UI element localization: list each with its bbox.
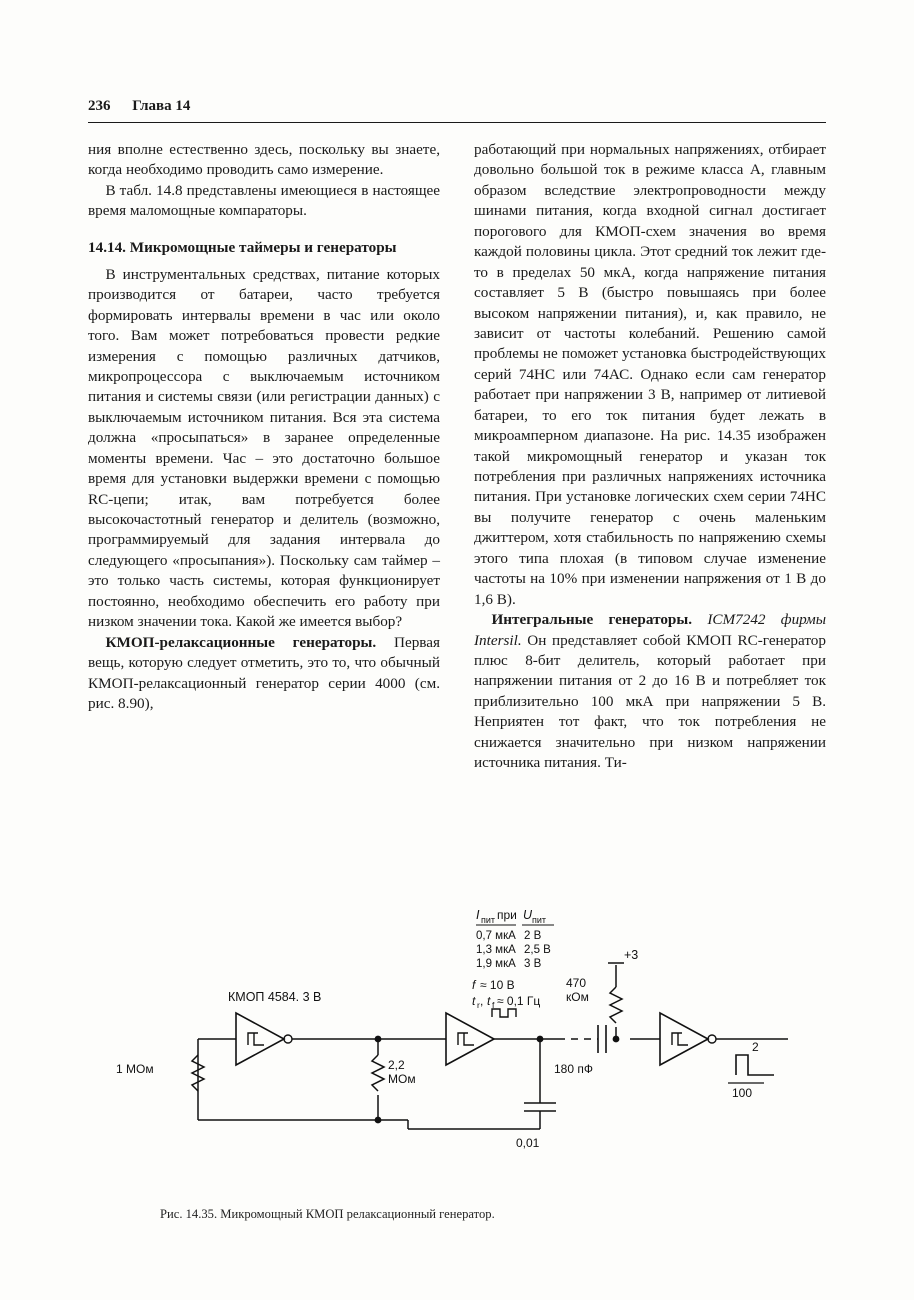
svg-text:,: , <box>480 994 484 1008</box>
svg-text:1,9 мкА: 1,9 мкА <box>476 958 516 970</box>
paragraph: В инструментальных средствах, питание которых производится от батареи, часто требуется формировать интервалы времени в час или около того. Вам может потребоваться провести редкие измерения с помощью различных датчиков, микропроцессора с выключаемым источником питания и системы связи (или регистрации данных) с выключаемым источником питания. Вся эта система должна «просыпаться» в заранее определенные моменты времени. Час – это достаточно большое время для установки выдержки времени с помощью RC-цепи; итак, вам потребуется более высокочастотный генератор и делитель (возможно, программируемый для задания интервала до следующего «просыпания»). Поскольку сам таймер – это только часть системы, которая функционирует постоянно, необходимо обеспечить его работу при низком значении тока. Какой же имеется выбор? <box>88 265 440 631</box>
svg-text:3 В: 3 В <box>524 958 542 970</box>
inverter-1 <box>236 1013 292 1065</box>
svg-text:2 В: 2 В <box>524 930 542 942</box>
svg-text:f: f <box>472 978 476 992</box>
runin-body: Первая вещь, которую следует отметить, это то, что обычный КМОП-релаксационный генератор серии 4000 (см. рис. 8.90), <box>88 633 441 712</box>
svg-text:≈ 0,1 Гц: ≈ 0,1 Гц <box>497 994 541 1008</box>
svg-text:I: I <box>476 908 480 922</box>
resistor-1mohm <box>116 1055 204 1091</box>
svg-text:МОм: МОм <box>388 1072 416 1086</box>
svg-text:2,2: 2,2 <box>388 1058 405 1072</box>
paragraph: В табл. 14.8 представлены имеющиеся в настоящее время маломощные компараторы. <box>88 181 440 220</box>
chapter-title: Глава 14 <box>132 98 191 114</box>
runin-heading: Интегральные генераторы. <box>491 611 693 629</box>
svg-text:r: r <box>477 1000 480 1010</box>
svg-text:при: при <box>497 908 517 922</box>
running-head <box>88 98 826 115</box>
paragraph-runin <box>88 633 440 715</box>
svg-text:100: 100 <box>732 1086 753 1100</box>
inverter-2 <box>446 1013 494 1065</box>
paragraph-runin <box>474 610 826 774</box>
resistor-470kohm <box>566 948 638 1023</box>
runin-heading: КМОП-релаксационные генераторы. <box>105 633 377 651</box>
svg-text:0,01: 0,01 <box>516 1136 540 1150</box>
inverter-3 <box>660 1013 716 1065</box>
waveform-icon-1 <box>492 1009 516 1017</box>
svg-text:U: U <box>523 908 533 922</box>
right-column <box>474 140 826 774</box>
svg-text:2,5 В: 2,5 В <box>524 944 551 956</box>
svg-text:t: t <box>472 994 476 1008</box>
svg-text:1 МОм: 1 МОм <box>116 1062 154 1076</box>
svg-text:0,7 мкА: 0,7 мкА <box>476 930 516 942</box>
capacitor-180pf <box>554 1025 606 1076</box>
figure-caption: Рис. 14.35. Микромощный КМОП релаксационный генератор. <box>160 1207 495 1221</box>
svg-text:пит: пит <box>532 915 547 925</box>
runin-body: Он представляет собой КМОП RC-генератор плюс 8-бит делитель, который работает при напряжении питания от 2 до 16 В и потребляет ток приблизительно 100 мкА при напряжении 5 В. Неприятен тот факт, что ток потребления не снижается значительно при низком напряжении источника питания. Ти- <box>474 631 826 772</box>
left-column <box>88 140 440 714</box>
paragraph: ния вполне естественно здесь, поскольку вы знаете, когда необходимо проводить само измерение. <box>88 141 440 179</box>
svg-text:180 пФ: 180 пФ <box>554 1062 593 1076</box>
svg-text:t: t <box>487 994 491 1008</box>
resistor-2p2mohm <box>372 1055 416 1091</box>
svg-text:+3: +3 <box>624 948 639 962</box>
page-number: 236 <box>88 98 111 114</box>
svg-text:1,3 мкА: 1,3 мкА <box>476 944 516 956</box>
paragraph: работающий при нормальных напряжениях, отбирает довольно большой ток в режиме класса А, главным образом вследствие электропроводности между шинами питания, когда входной сигнал достигает порогового для КМОП-схем значения во время каждой половины цикла. Этот средний ток лежит где-то в пределах 50 мкА, когда напряжение питания составляет 5 В (быстро повышаясь при более высоком напряжении питания), и, как правило, не зависит от частоты колебаний. Решению самой проблемы не поможет установка быстродействующих серий 74НС или 74АС. Однако если сам генератор работает при напряжении 3 В, например от литиевой батареи, то его ток питания будет лежать в микроамперном диапазоне. На рис. 14.35 изображен такой микромощный генератор и указан ток потребления при различных напряжениях источника питания. При установке логических схем серии 74НС вы получите генератор с очень маленьким джиттером, хотя стабильность по напряжению схемы этого типа плохая (в типовом случае изменение частоты на 10% при изменении напряжения от 1 В до 1,6 В). <box>474 141 826 608</box>
svg-text:≈ 10 В: ≈ 10 В <box>480 978 515 992</box>
schematic-drawing <box>88 905 826 1205</box>
header-divider <box>88 122 826 123</box>
figure-table <box>476 908 554 970</box>
capacitor-0p01 <box>408 1103 556 1150</box>
figure-14-35 <box>88 905 826 1205</box>
label-chip: КМОП 4584. 3 В <box>228 990 322 1004</box>
svg-text:кОм: кОм <box>566 990 589 1004</box>
section-heading: 14.14. Микромощные таймеры и генераторы <box>88 238 397 256</box>
svg-text:470: 470 <box>566 976 587 990</box>
label-frequency <box>472 978 540 1010</box>
runin-italic: ICM7242 фирмы Intersil. <box>474 611 826 649</box>
svg-text:пит: пит <box>481 915 496 925</box>
svg-text:2: 2 <box>752 1040 759 1054</box>
svg-text:f: f <box>492 1000 495 1010</box>
output-waveform <box>728 1040 774 1100</box>
